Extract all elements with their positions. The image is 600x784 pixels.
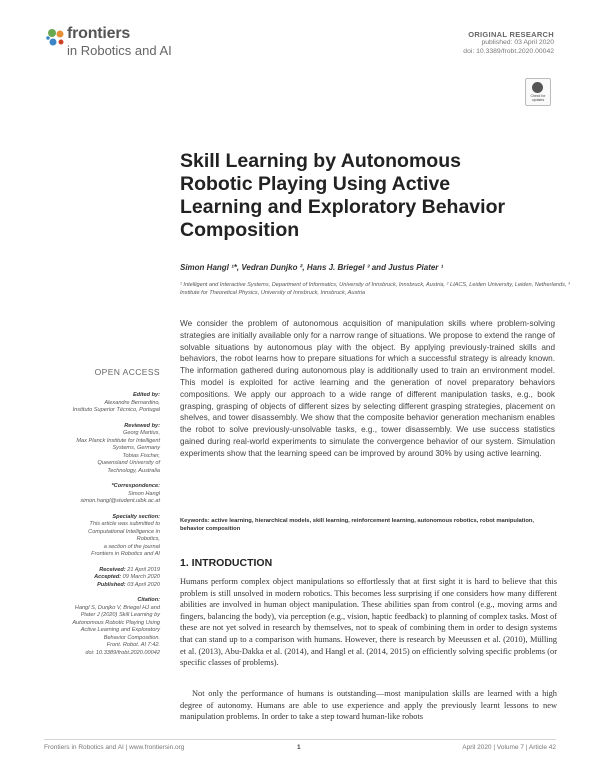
reviewed-by-label: Reviewed by:	[124, 422, 160, 429]
crossmark-badge[interactable]	[525, 78, 551, 106]
citation-label: Citation:	[137, 597, 160, 603]
abstract: We consider the problem of autonomous acquisition of manipulation skills where problem-solving strategies are initially available only for a narrow range of situations. We propose to extend the range of solvable situations by autonomous play with the object. By applying previously-trained skills and behaviors, the robot learns how to prepare situations for which a successful strategy is already known. The information gathered during autonomous play is additionally used to train an environment model. This model is exploited for active learning and the generation of novel preparatory behaviors compositions. We apply our approach to a wide range of different manipulation tasks, e.g., book grasping, grasping of objects of different sizes by selecting different grasping strategies, placement on shelves, and tower disassembly. We show that the composite behavior generation mechanism enables the robot to solve previously-unsolvable tasks, e.g., tower disassembly. We use success statistics gained during real-world experiments to simulate the convergence behavior of our system. Simulation experiments show that the learning speed can be improved by around 30% by using active learning.	[180, 319, 555, 458]
reviewer-affiliation: Technology, Australia	[107, 467, 160, 474]
intro-paragraph: Humans perform complex object manipulations so effortlessly that at first sight it is hard to believe that this problem is still unsolved in modern robotics. This becomes less surprising if one considers how many different abilities are involved in human object manipulation. These abilities span from control (e.g., moving arms and fingers, balancing the body), via perception (e.g., vision, haptic feedback) to planning of complex tasks. Most of these are not yet solved in research by themselves, not to speak of combining them in order to design systems that can stand up to a comparison with humans. However, there is research by Meeussen et al. (2010), Mülling et al. (2013), Abu-Dakka et al. (2014), and Hangl et al. (2014, 2015) on efficiently solving specific problems (or specific classes of problems).	[180, 577, 557, 668]
citation-text: Behavior Composition.	[103, 634, 160, 641]
frontiers-logo	[44, 26, 68, 50]
specialty-text: Computational Intelligence in	[88, 528, 160, 535]
published-row	[35, 582, 160, 590]
received-row	[35, 567, 160, 575]
citation-text: Autonomous Robotic Playing Using	[72, 619, 160, 626]
specialty-text: a section of the journal	[103, 543, 160, 550]
article-meta	[463, 30, 554, 56]
author-list: Simon Hangl ¹*, Vedran Dunjko ², Hans J. Briegel ³ and Justus Piater ¹	[180, 263, 444, 272]
correspondence-label: *Correspondence:	[111, 483, 160, 489]
specialty-label: Specialty section:	[112, 513, 160, 520]
citation-doi[interactable]: doi: 10.3389/frobt.2020.00042	[85, 649, 160, 656]
citation-block	[35, 597, 160, 657]
reviewer-name: Georg Martius,	[123, 430, 160, 436]
article-title: Skill Learning by Autonomous Robotic Playing Using Active Learning and Exploratory Behavior Composition	[180, 150, 506, 241]
reviewer-affiliation: Max Planck Institute for Intelligent	[76, 437, 160, 444]
footer-divider	[44, 739, 556, 740]
citation-text: Piater J (2020) Skill Learning by	[80, 612, 160, 618]
citation-text: Front. Robot. AI 7:42.	[106, 642, 160, 648]
affiliations: ¹ Intelligent and Interactive Systems, Department of Informatics, University of Innsbruck, Innsbruck, Austria, ² LIACS, Leiden University, Leiden, Netherlands, ³ Institute for Theoretical Physics, University of Innsbruck, Innsbruck, Austria	[180, 282, 570, 296]
crossmark-icon	[532, 82, 543, 93]
received-date: 21 April 2019	[127, 566, 160, 573]
crossmark-label: Check for updates	[530, 94, 546, 102]
footer-journal-link[interactable]: Frontiers in Robotics and AI | www.frontiersin.org	[44, 744, 185, 751]
page-number: 1	[297, 744, 301, 751]
article-info-sidebar	[35, 392, 160, 665]
journal-brand[interactable]	[67, 26, 172, 57]
correspondence-email[interactable]: simon.hangl@student.uibk.ac.at	[80, 498, 160, 504]
reviewer-name: Tobias Fischer,	[122, 452, 160, 459]
doi-link[interactable]: doi: 10.3389/frobt.2020.00042	[463, 47, 554, 55]
published-date-side: 03 April 2020	[127, 581, 160, 588]
specialty-block	[35, 514, 160, 559]
citation-text: Hangl S, Dunjko V, Briegel HJ and	[74, 604, 160, 611]
citation-text: Active Learning and Exploratory	[80, 627, 160, 633]
correspondence-name: Simon Hangl	[127, 490, 160, 497]
brand-name: frontiers	[67, 25, 131, 42]
edited-by-label: Edited by:	[132, 392, 160, 398]
specialty-text: This article was submitted to	[89, 521, 160, 527]
correspondence-block	[35, 483, 160, 506]
editor-affiliation: Instituto Superior Técnico, Portugal	[72, 407, 160, 413]
accepted-row	[35, 574, 160, 582]
article-type: ORIGINAL RESEARCH	[468, 30, 554, 39]
reviewer-affiliation: Queensland University of	[97, 460, 160, 466]
specialty-text: Frontiers in Robotics and AI	[91, 551, 160, 557]
editor-name: Alexandre Bernardino,	[104, 399, 160, 406]
intro-heading: 1. INTRODUCTION	[180, 557, 273, 569]
published-date: published: 03 April 2020	[481, 39, 554, 47]
specialty-text: Robotics,	[136, 536, 160, 542]
dates-block	[35, 567, 160, 590]
received-label: Received:	[99, 566, 126, 573]
reviewed-by-block	[35, 423, 160, 476]
reviewer-affiliation: Systems, Germany	[112, 445, 160, 451]
open-access-label: OPEN ACCESS	[94, 367, 160, 377]
edited-by-block	[35, 392, 160, 415]
accepted-label: Accepted:	[94, 574, 122, 580]
accepted-date: 09 March 2020	[122, 574, 160, 580]
footer-issue-info: April 2020 | Volume 7 | Article 42	[462, 744, 556, 751]
keywords: Keywords: active learning, hierarchical models, skill learning, reinforcement learning, autonomous robotics, robot manipulation, behavior composition	[180, 518, 535, 532]
journal-name: in Robotics and AI	[67, 43, 172, 58]
published-label: Published:	[97, 581, 126, 588]
intro-paragraph: Not only the performance of humans is outstanding—most manipulation skills are learned with a high degree of autonomy. Humans are able to use experience and apply the previously learnt lessons to new manipulation problems. In order to take a step toward human-like robots	[180, 689, 557, 722]
